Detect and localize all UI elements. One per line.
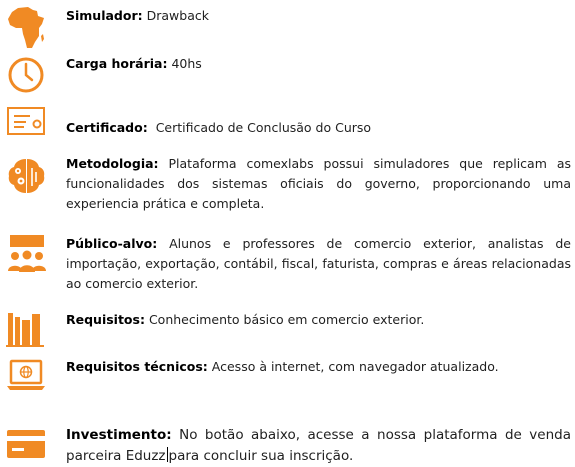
- metodologia-value: Plataforma comexlabs possui simuladores que replicam as funcionalidades dos sistemas oficiais do governo, proporcionando uma experiencia prática e completa.: [66, 156, 571, 211]
- carga-horaria-text: [66, 54, 571, 74]
- certificado-text: [66, 118, 571, 138]
- credit-card-icon: [6, 429, 46, 463]
- requisitos-tecnicos-text: [66, 357, 571, 377]
- publico-alvo-value: Alunos e professores de comercio exterior, analistas de importação, exportação, contábil, fiscal, faturista, compras e áreas relacionadas ao comercio exterior.: [66, 236, 571, 291]
- certificado-value: Certificado de Conclusão do Curso: [155, 120, 372, 135]
- metodologia-label: Metodologia:: [66, 156, 159, 171]
- carga-horaria-value: 40hs: [171, 56, 202, 71]
- publico-alvo-text: [66, 234, 571, 294]
- books-icon: [6, 311, 46, 351]
- requisitos-text: [66, 310, 571, 330]
- investimento-value-a: No botão abaixo, acesse a nossa plataforma de venda parceira Eduzz: [66, 427, 571, 464]
- brain-gears-icon: [6, 156, 46, 200]
- metodologia-text: [66, 154, 571, 214]
- text-cursor: [167, 447, 168, 462]
- requisitos-label: Requisitos:: [66, 312, 145, 327]
- carga-horaria-label: Carga horária:: [66, 56, 168, 71]
- simulador-label: Simulador:: [66, 8, 143, 23]
- africa-map-icon: [6, 6, 46, 54]
- investimento-label: Investimento:: [66, 427, 172, 443]
- investimento-text: [66, 425, 571, 467]
- requisitos-tecnicos-label: Requisitos técnicos:: [66, 359, 208, 374]
- clock-icon: [6, 55, 46, 99]
- requisitos-value: Conhecimento básico em comercio exterior.: [148, 312, 425, 327]
- certificate-icon: [6, 106, 46, 140]
- audience-icon: [6, 234, 48, 280]
- certificado-label: Certificado:: [66, 120, 148, 135]
- laptop-globe-icon: [6, 358, 46, 396]
- simulador-value: Drawback: [146, 8, 209, 23]
- requisitos-tecnicos-value: Acesso à internet, com navegador atualizado.: [211, 359, 499, 374]
- simulador-text: [66, 6, 571, 26]
- publico-alvo-label: Público-alvo:: [66, 236, 158, 251]
- investimento-value-b: para concluir sua inscrição.: [168, 448, 354, 464]
